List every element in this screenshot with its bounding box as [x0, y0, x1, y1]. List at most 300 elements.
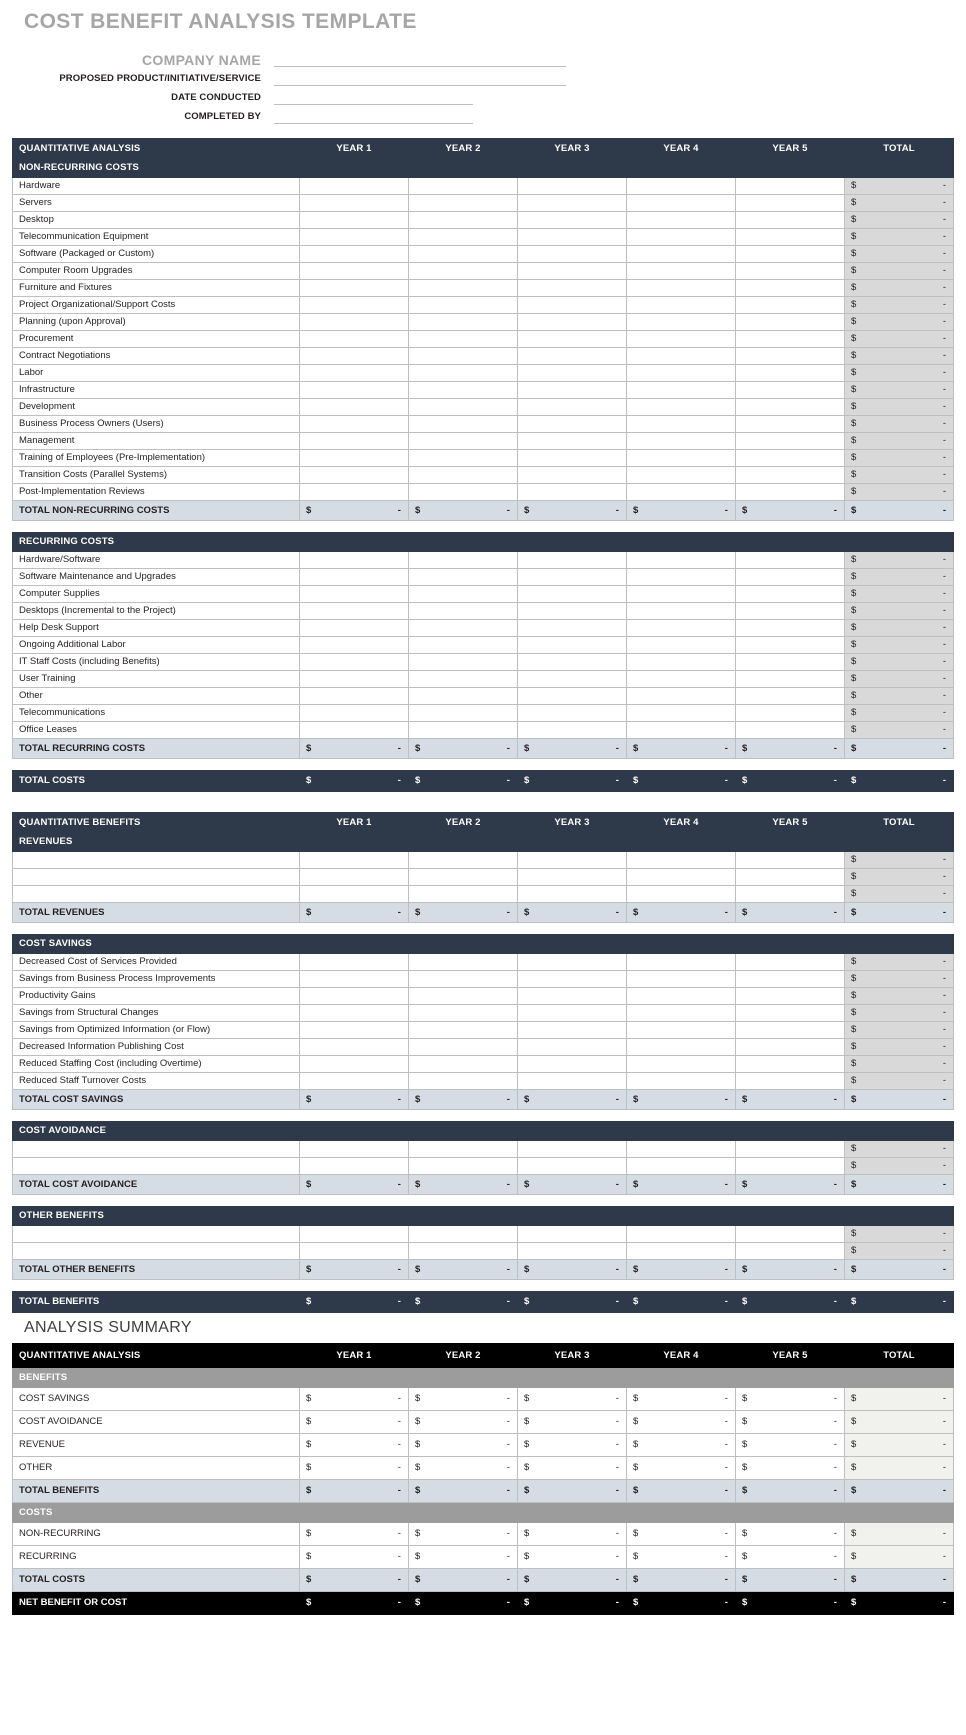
column-header-year-4: YEAR 4: [626, 813, 735, 833]
cell-year-4[interactable]: [626, 869, 735, 886]
cell-year-2[interactable]: [408, 637, 517, 654]
cell-year-5[interactable]: [735, 1022, 844, 1039]
cell-year-1[interactable]: [299, 1022, 408, 1039]
cell-year-1[interactable]: [299, 229, 408, 246]
cell-year-4[interactable]: [626, 280, 735, 297]
currency-symbol: $: [850, 571, 857, 582]
cell-year-2[interactable]: [408, 1039, 517, 1056]
cell-year-2[interactable]: [408, 382, 517, 399]
cell-year-4[interactable]: [626, 1243, 735, 1260]
summary-costs-band-cell: [626, 1503, 735, 1523]
cell-year-5[interactable]: [735, 569, 844, 586]
currency-symbol: $: [305, 743, 312, 754]
subtotal-year-3: [517, 1175, 626, 1195]
cell-year-1[interactable]: [299, 569, 408, 586]
cell-year-4[interactable]: [626, 971, 735, 988]
cell-year-5[interactable]: [735, 365, 844, 382]
cell-year-1[interactable]: [299, 722, 408, 739]
cell-year-2[interactable]: [408, 399, 517, 416]
grand-total-total: [844, 771, 953, 792]
cell-year-3[interactable]: [517, 1158, 626, 1175]
revenues-section-cell: [517, 833, 626, 852]
cell-year-2[interactable]: [408, 654, 517, 671]
cell-year-5[interactable]: [735, 280, 844, 297]
cell-year-4[interactable]: [626, 212, 735, 229]
amount-value: -: [615, 1416, 619, 1427]
cell-year-1[interactable]: [299, 314, 408, 331]
cell-year-1[interactable]: [299, 1158, 408, 1175]
cell-year-4[interactable]: [626, 331, 735, 348]
cell-year-3[interactable]: [517, 365, 626, 382]
cell-year-4[interactable]: [626, 1039, 735, 1056]
cell-year-5[interactable]: [735, 1073, 844, 1090]
cell-year-5[interactable]: [735, 1243, 844, 1260]
currency-symbol: $: [414, 1264, 421, 1275]
cell-year-3[interactable]: [517, 671, 626, 688]
cost-avoidance-section-row: [13, 1122, 954, 1141]
cell-year-2[interactable]: [408, 1005, 517, 1022]
cell-year-1[interactable]: [299, 280, 408, 297]
cell-year-4[interactable]: [626, 399, 735, 416]
cell-year-3[interactable]: [517, 1005, 626, 1022]
cell-total: [844, 229, 953, 246]
cell-year-3[interactable]: [517, 229, 626, 246]
cell-year-1[interactable]: [299, 195, 408, 212]
cell-year-5[interactable]: [735, 331, 844, 348]
cell-year-4[interactable]: [626, 1022, 735, 1039]
cell-year-1[interactable]: [299, 382, 408, 399]
cell-year-3[interactable]: [517, 1141, 626, 1158]
cell-year-3[interactable]: [517, 722, 626, 739]
cell-year-1[interactable]: [299, 467, 408, 484]
cell-year-1[interactable]: [299, 450, 408, 467]
cell-year-5[interactable]: [735, 1056, 844, 1073]
cell-year-4[interactable]: [626, 688, 735, 705]
cell-year-5[interactable]: [735, 314, 844, 331]
cell-year-4[interactable]: [626, 365, 735, 382]
amount-value: -: [942, 1439, 946, 1450]
cell-year-5[interactable]: [735, 552, 844, 569]
cell-year-1[interactable]: [299, 654, 408, 671]
cell-year-4[interactable]: [626, 654, 735, 671]
cell-year-2[interactable]: [408, 314, 517, 331]
field-input-date-conducted[interactable]: [274, 90, 473, 105]
cell-year-3[interactable]: [517, 263, 626, 280]
cell-year-4[interactable]: [626, 671, 735, 688]
cell-year-3[interactable]: [517, 603, 626, 620]
summary-table-row: [13, 1457, 954, 1480]
cell-year-2[interactable]: [408, 1141, 517, 1158]
cell-year-4[interactable]: [626, 484, 735, 501]
cell-year-3[interactable]: [517, 484, 626, 501]
table-row: [13, 314, 954, 331]
summary-cell-year-3: [517, 1546, 626, 1569]
cell-year-1[interactable]: [299, 552, 408, 569]
currency-symbol: $: [850, 588, 857, 599]
summary-total-year-1: [299, 1569, 408, 1592]
amount-value: -: [942, 1179, 946, 1190]
cell-year-2[interactable]: [408, 569, 517, 586]
cell-year-5[interactable]: [735, 178, 844, 195]
cell-year-4[interactable]: [626, 178, 735, 195]
cell-year-3[interactable]: [517, 654, 626, 671]
summary-benefit-row-label: COST AVOIDANCE: [13, 1411, 300, 1434]
cell-year-5[interactable]: [735, 297, 844, 314]
cell-year-4[interactable]: [626, 416, 735, 433]
cell-year-4[interactable]: [626, 988, 735, 1005]
currency-symbol: $: [850, 248, 857, 259]
amount-value: -: [942, 1058, 946, 1069]
cell-year-3[interactable]: [517, 705, 626, 722]
grand-total-year-2: [408, 1292, 517, 1313]
cell-year-3[interactable]: [517, 886, 626, 903]
cell-year-4[interactable]: [626, 705, 735, 722]
cell-year-1[interactable]: [299, 1243, 408, 1260]
cell-year-5[interactable]: [735, 988, 844, 1005]
cell-year-3[interactable]: [517, 297, 626, 314]
cell-year-2[interactable]: [408, 705, 517, 722]
cell-year-3[interactable]: [517, 852, 626, 869]
cell-year-5[interactable]: [735, 229, 844, 246]
cell-year-1[interactable]: [299, 1073, 408, 1090]
column-header-total: TOTAL: [844, 139, 953, 159]
amount-value: -: [506, 1528, 510, 1539]
cell-year-3[interactable]: [517, 433, 626, 450]
grand-total-year-5: [735, 771, 844, 792]
cell-year-3[interactable]: [517, 348, 626, 365]
cell-year-1[interactable]: [299, 365, 408, 382]
cell-year-3[interactable]: [517, 1243, 626, 1260]
currency-symbol: $: [850, 316, 857, 327]
cell-year-4[interactable]: [626, 620, 735, 637]
cell-year-4[interactable]: [626, 382, 735, 399]
cell-year-2[interactable]: [408, 688, 517, 705]
cell-year-5[interactable]: [735, 263, 844, 280]
cell-year-3[interactable]: [517, 569, 626, 586]
cell-year-5[interactable]: [735, 450, 844, 467]
cell-year-1[interactable]: [299, 671, 408, 688]
cell-year-5[interactable]: [735, 620, 844, 637]
other-benefits-section-cell: [844, 1207, 953, 1226]
cell-year-4[interactable]: [626, 1056, 735, 1073]
cell-year-3[interactable]: [517, 280, 626, 297]
cell-year-2[interactable]: [408, 195, 517, 212]
currency-symbol: $: [850, 690, 857, 701]
non-recurring-row-label: Training of Employees (Pre-Implementation): [13, 450, 300, 467]
cell-year-3[interactable]: [517, 552, 626, 569]
cell-total: [844, 212, 953, 229]
cell-year-4[interactable]: [626, 852, 735, 869]
cell-year-5[interactable]: [735, 705, 844, 722]
cell-year-3[interactable]: [517, 971, 626, 988]
amount-value: -: [942, 1245, 946, 1256]
amount-value: -: [942, 505, 946, 516]
cell-year-1[interactable]: [299, 886, 408, 903]
cell-year-2[interactable]: [408, 971, 517, 988]
cell-year-2[interactable]: [408, 467, 517, 484]
cell-year-1[interactable]: [299, 212, 408, 229]
cell-year-1[interactable]: [299, 1141, 408, 1158]
cell-year-1[interactable]: [299, 416, 408, 433]
cell-year-2[interactable]: [408, 671, 517, 688]
cell-year-1[interactable]: [299, 433, 408, 450]
summary-cell-total: [844, 1388, 953, 1411]
cell-year-1[interactable]: [299, 246, 408, 263]
summary-benefits-band-cell: [626, 1368, 735, 1388]
non-recurring-row-label: Computer Room Upgrades: [13, 263, 300, 280]
cell-year-1[interactable]: [299, 954, 408, 971]
cell-year-2[interactable]: [408, 212, 517, 229]
cell-year-4[interactable]: [626, 1226, 735, 1243]
cell-year-1[interactable]: [299, 603, 408, 620]
cell-year-4[interactable]: [626, 586, 735, 603]
cell-year-4[interactable]: [626, 954, 735, 971]
cell-year-1[interactable]: [299, 971, 408, 988]
cell-year-5[interactable]: [735, 722, 844, 739]
amount-value: -: [506, 743, 510, 754]
cell-year-2[interactable]: [408, 297, 517, 314]
cell-year-2[interactable]: [408, 246, 517, 263]
cell-year-3[interactable]: [517, 331, 626, 348]
cell-year-5[interactable]: [735, 954, 844, 971]
cell-year-2[interactable]: [408, 348, 517, 365]
cell-year-3[interactable]: [517, 1073, 626, 1090]
summary-cell-total: [844, 1457, 953, 1480]
cell-year-3[interactable]: [517, 637, 626, 654]
cell-year-1[interactable]: [299, 1226, 408, 1243]
cell-year-5[interactable]: [735, 654, 844, 671]
amount-value: -: [506, 505, 510, 516]
cell-year-5[interactable]: [735, 416, 844, 433]
non-recurring-costs-section-cell: [517, 159, 626, 178]
cell-year-5[interactable]: [735, 212, 844, 229]
cell-year-5[interactable]: [735, 195, 844, 212]
cell-year-5[interactable]: [735, 399, 844, 416]
cell-year-4[interactable]: [626, 1141, 735, 1158]
cell-year-2[interactable]: [408, 450, 517, 467]
cell-year-3[interactable]: [517, 1056, 626, 1073]
cell-year-5[interactable]: [735, 1039, 844, 1056]
cell-year-2[interactable]: [408, 954, 517, 971]
cell-year-3[interactable]: [517, 178, 626, 195]
cell-total: [844, 869, 953, 886]
cell-year-2[interactable]: [408, 263, 517, 280]
cell-year-3[interactable]: [517, 869, 626, 886]
cell-year-4[interactable]: [626, 467, 735, 484]
cell-year-5[interactable]: [735, 348, 844, 365]
cell-year-1[interactable]: [299, 297, 408, 314]
cell-year-3[interactable]: [517, 212, 626, 229]
cell-year-4[interactable]: [626, 246, 735, 263]
revenues-section-cell: [735, 833, 844, 852]
amount-value: -: [833, 743, 837, 754]
cell-year-5[interactable]: [735, 688, 844, 705]
cell-year-2[interactable]: [408, 886, 517, 903]
cell-year-3[interactable]: [517, 416, 626, 433]
cell-year-4[interactable]: [626, 450, 735, 467]
currency-symbol: $: [741, 1179, 748, 1190]
cell-year-5[interactable]: [735, 1158, 844, 1175]
cell-total: [844, 467, 953, 484]
cell-year-3[interactable]: [517, 954, 626, 971]
cell-year-2[interactable]: [408, 229, 517, 246]
cell-year-3[interactable]: [517, 586, 626, 603]
cell-year-1[interactable]: [299, 1056, 408, 1073]
cell-year-4[interactable]: [626, 314, 735, 331]
cell-year-2[interactable]: [408, 484, 517, 501]
cell-year-5[interactable]: [735, 671, 844, 688]
cell-year-1[interactable]: [299, 869, 408, 886]
cell-year-1[interactable]: [299, 620, 408, 637]
currency-symbol: $: [632, 1439, 639, 1450]
cell-year-2[interactable]: [408, 1073, 517, 1090]
cell-total: [844, 280, 953, 297]
cell-year-4[interactable]: [626, 1005, 735, 1022]
cell-year-1[interactable]: [299, 1039, 408, 1056]
cell-year-3[interactable]: [517, 399, 626, 416]
summary-table-row: [13, 1523, 954, 1546]
cell-year-5[interactable]: [735, 886, 844, 903]
cell-year-3[interactable]: [517, 1022, 626, 1039]
table-row: [13, 382, 954, 399]
amount-value: -: [942, 333, 946, 344]
cell-year-3[interactable]: [517, 1226, 626, 1243]
currency-symbol: $: [523, 1393, 530, 1404]
cell-year-4[interactable]: [626, 1073, 735, 1090]
cell-year-2[interactable]: [408, 433, 517, 450]
cell-year-5[interactable]: [735, 1141, 844, 1158]
currency-symbol: $: [632, 1393, 639, 1404]
amount-value: -: [615, 1393, 619, 1404]
cell-year-1[interactable]: [299, 988, 408, 1005]
amount-value: -: [833, 775, 837, 786]
cell-year-2[interactable]: [408, 1226, 517, 1243]
summary-benefits-band-cell: [735, 1368, 844, 1388]
cell-year-3[interactable]: [517, 467, 626, 484]
cell-year-4[interactable]: [626, 603, 735, 620]
cell-year-2[interactable]: [408, 1158, 517, 1175]
cell-year-2[interactable]: [408, 178, 517, 195]
cell-year-3[interactable]: [517, 450, 626, 467]
cell-year-4[interactable]: [626, 722, 735, 739]
cell-year-3[interactable]: [517, 620, 626, 637]
amount-value: -: [833, 907, 837, 918]
cell-year-2[interactable]: [408, 1022, 517, 1039]
cell-year-5[interactable]: [735, 586, 844, 603]
cell-year-1[interactable]: [299, 637, 408, 654]
cell-year-3[interactable]: [517, 988, 626, 1005]
cell-year-2[interactable]: [408, 620, 517, 637]
cell-year-1[interactable]: [299, 331, 408, 348]
summary-benefits-band-cell: [517, 1368, 626, 1388]
cell-year-1[interactable]: [299, 688, 408, 705]
field-input-company-name[interactable]: [274, 52, 566, 67]
cell-year-4[interactable]: [626, 886, 735, 903]
cell-year-4[interactable]: [626, 297, 735, 314]
amount-value: -: [506, 1264, 510, 1275]
cell-year-5[interactable]: [735, 484, 844, 501]
cell-year-3[interactable]: [517, 314, 626, 331]
cell-year-4[interactable]: [626, 229, 735, 246]
cell-year-5[interactable]: [735, 603, 844, 620]
cell-year-2[interactable]: [408, 722, 517, 739]
recurring-subtotal-row: [13, 739, 954, 759]
cell-year-2[interactable]: [408, 280, 517, 297]
net-year-1: [299, 1592, 408, 1615]
cell-year-5[interactable]: [735, 467, 844, 484]
cell-year-1[interactable]: [299, 263, 408, 280]
subtotal-year-3: [517, 739, 626, 759]
cell-year-3[interactable]: [517, 1039, 626, 1056]
summary-benefits-total-label: TOTAL BENEFITS: [13, 1480, 300, 1503]
amount-value: -: [724, 907, 728, 918]
cell-year-2[interactable]: [408, 416, 517, 433]
cell-year-3[interactable]: [517, 688, 626, 705]
cell-year-3[interactable]: [517, 382, 626, 399]
cell-year-5[interactable]: [735, 382, 844, 399]
cell-year-3[interactable]: [517, 246, 626, 263]
amount-value: -: [724, 1393, 728, 1404]
cell-year-5[interactable]: [735, 637, 844, 654]
cell-year-4[interactable]: [626, 569, 735, 586]
cost-saving-row-label: Reduced Staff Turnover Costs: [13, 1073, 300, 1090]
cell-year-5[interactable]: [735, 852, 844, 869]
cell-year-2[interactable]: [408, 1243, 517, 1260]
cell-year-1[interactable]: [299, 705, 408, 722]
cell-year-2[interactable]: [408, 988, 517, 1005]
cell-year-4[interactable]: [626, 1158, 735, 1175]
cell-year-1[interactable]: [299, 484, 408, 501]
cell-year-1[interactable]: [299, 852, 408, 869]
cell-year-5[interactable]: [735, 1226, 844, 1243]
cell-year-2[interactable]: [408, 869, 517, 886]
cell-year-3[interactable]: [517, 195, 626, 212]
cell-year-5[interactable]: [735, 869, 844, 886]
amount-value: -: [942, 639, 946, 650]
amount-value: -: [397, 1393, 401, 1404]
currency-symbol: $: [850, 1574, 857, 1585]
cell-year-5[interactable]: [735, 246, 844, 263]
field-input-completed-by[interactable]: [274, 109, 473, 124]
field-input-proposed-product[interactable]: [274, 71, 566, 86]
cell-year-4[interactable]: [626, 348, 735, 365]
cell-year-1[interactable]: [299, 399, 408, 416]
cell-year-5[interactable]: [735, 433, 844, 450]
cell-year-5[interactable]: [735, 1005, 844, 1022]
cell-year-1[interactable]: [299, 178, 408, 195]
cell-year-4[interactable]: [626, 552, 735, 569]
cell-year-2[interactable]: [408, 331, 517, 348]
cell-year-4[interactable]: [626, 637, 735, 654]
cell-year-2[interactable]: [408, 603, 517, 620]
cell-total: [844, 1039, 953, 1056]
cell-year-2[interactable]: [408, 365, 517, 382]
cell-year-2[interactable]: [408, 1056, 517, 1073]
currency-symbol: $: [414, 1416, 421, 1427]
cell-year-4[interactable]: [626, 433, 735, 450]
cell-year-1[interactable]: [299, 1005, 408, 1022]
currency-symbol: $: [523, 743, 530, 754]
cell-year-1[interactable]: [299, 348, 408, 365]
cell-total: [844, 263, 953, 280]
cell-year-1[interactable]: [299, 586, 408, 603]
cell-year-2[interactable]: [408, 552, 517, 569]
cell-year-4[interactable]: [626, 195, 735, 212]
cell-year-5[interactable]: [735, 971, 844, 988]
cell-year-4[interactable]: [626, 263, 735, 280]
cell-year-2[interactable]: [408, 586, 517, 603]
cell-year-2[interactable]: [408, 852, 517, 869]
